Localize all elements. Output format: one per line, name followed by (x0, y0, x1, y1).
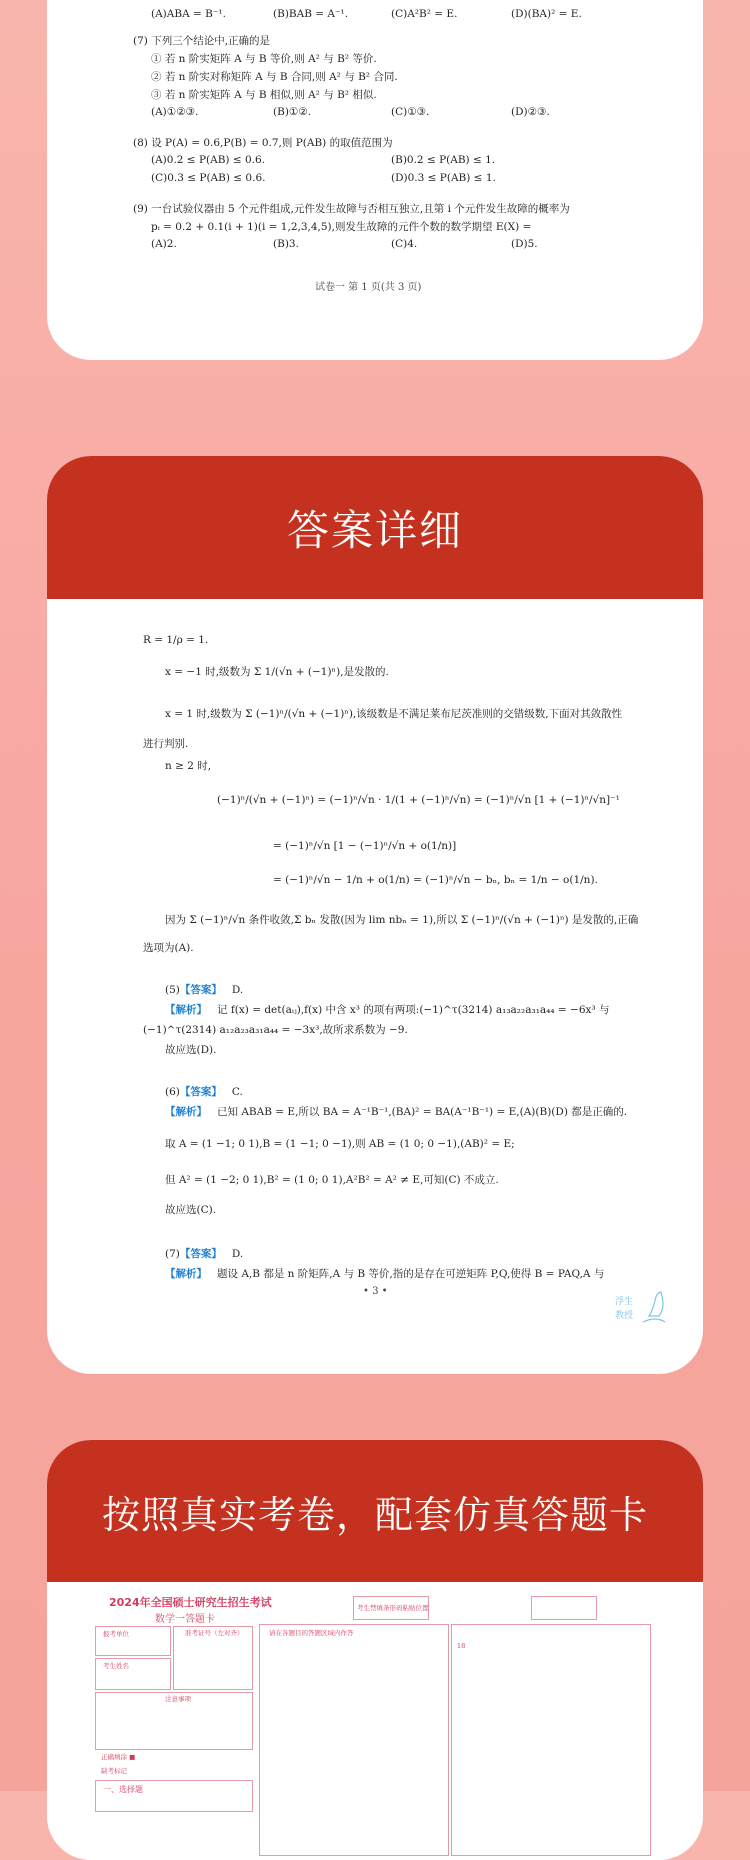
answer-column-1 (259, 1624, 449, 1856)
missing-mark: 缺考标记 (101, 1767, 127, 1775)
q5-analysis-2: (−1)^τ(2314) a₁₂a₂₃a₃₁a₄₄ = −3x³,故所求系数为 −9. (143, 1024, 408, 1036)
q6-answer: C. (231, 1086, 243, 1098)
analysis-tag: 【解析】 (165, 1004, 207, 1016)
q7-analysis-1: 题设 A,B 都是 n 阶矩阵,A 与 B 等价,指的是存在可逆矩阵 P,Q,使得 B = PAQ,A 与 (217, 1268, 605, 1280)
q7-option-b: (B)①②. (273, 106, 312, 118)
q7-answer: D. (231, 1248, 244, 1260)
option-a-top: (A)ABA = B⁻¹. (151, 8, 226, 20)
q7-label: (7) (165, 1248, 180, 1260)
q7-option-d: (D)②③. (511, 106, 550, 118)
page-number: • 3 • (363, 1286, 388, 1297)
answer-line-x-neg: x = −1 时,级数为 Σ 1/(√n + (−1)ⁿ),是发散的. (165, 666, 389, 678)
answer-line-r: R = 1/ρ = 1. (143, 634, 209, 646)
q9-stem-2: pᵢ = 0.2 + 0.1(i + 1)(i = 1,2,3,4,5),则发生故障的元件个数的数学期望 E(X) = (151, 221, 532, 233)
answer-card (47, 456, 703, 1374)
answer-equation-2: = (−1)ⁿ/√n [1 − (−1)ⁿ/√n + o(1/n)] (273, 840, 457, 852)
answer-tag: 【答案】 (179, 984, 222, 996)
watermark-logo-icon (613, 1286, 669, 1328)
q7-statement-3: ③ 若 n 阶实矩阵 A 与 B 相似,则 A² 与 B² 相似. (151, 89, 377, 101)
exam-number-label: 准考证号（左对齐） (185, 1629, 244, 1637)
section1-label: 一、选择题 (103, 1785, 143, 1794)
q9-option-c: (C)4. (391, 238, 418, 250)
answer-equation-3: = (−1)ⁿ/√n − 1/n + o(1/n) = (−1)ⁿ/√n − bₙ, bₙ = 1/n − o(1/n). (273, 874, 598, 886)
q8-option-a: (A)0.2 ≤ P(AB) ≤ 0.6. (151, 154, 266, 166)
option-c-top: (C)A²B² = E. (391, 8, 458, 20)
answer-line-x-pos: x = 1 时,级数为 Σ (−1)ⁿ/(√n + (−1)ⁿ),该级数是不满足莱布尼茨准则的交错级数,下面对其敛散性 (165, 708, 623, 720)
answer-sheet-header: 按照真实考卷，配套仿真答题卡 (47, 1440, 703, 1582)
answer-column-2-number: 18 (457, 1642, 466, 1650)
q6-analysis-2: 取 A = (1 −1; 0 1),B = (1 −1; 0 −1),则 AB = (1 0; 0 −1),(AB)² = E; (165, 1138, 515, 1150)
q6-analysis-3: 但 A² = (1 −2; 0 1),B² = (1 0; 0 1),A²B² = A² ≠ E,可知(C) 不成立. (165, 1174, 499, 1186)
q6-analysis-1: 已知 ABAB = E,所以 BA = A⁻¹B⁻¹,(BA)² = BA(A⁻¹B⁻¹) = E,(A)(B)(D) 都是正确的. (217, 1106, 628, 1118)
q6-answer-row (165, 1084, 243, 1099)
q5-analysis-row (165, 1002, 610, 1017)
notes-label: 注意事项 (165, 1695, 191, 1703)
q9-option-b: (B)3. (273, 238, 299, 250)
q8-option-c: (C)0.3 ≤ P(AB) ≤ 0.6. (151, 172, 266, 184)
q7-statement-1: ① 若 n 阶实矩阵 A 与 B 等价,则 A² 与 B² 等价. (151, 53, 377, 65)
answer-section-header: 答案详细 (47, 456, 703, 599)
answer-line-n: n ≥ 2 时, (165, 760, 212, 772)
q7-stem: (7) 下列三个结论中,正确的是 (133, 35, 271, 47)
answer-line-because: 因为 Σ (−1)ⁿ/√n 条件收敛,Σ bₙ 发散(因为 lim nbₙ = 1),所以 Σ (−1)ⁿ/(√n + (−1)ⁿ) 是发散的,正确 (165, 914, 639, 926)
q9-stem: (9) 一台试验仪器由 5 个元件组成,元件发生故障与否相互独立,且第 i 个元件发生故障的概率为 (133, 203, 570, 215)
sheet-subtitle: 数学一答题卡 (155, 1614, 215, 1625)
answer-line-judge: 进行判别. (143, 738, 189, 750)
answer-column-1-label: 请在各题目的答题区域内作答 (269, 1629, 354, 1637)
answer-tag: 【答案】 (179, 1248, 222, 1260)
q9-option-a: (A)2. (151, 238, 177, 250)
q6-analysis-row (165, 1104, 627, 1119)
watermark-text: 浮生 (615, 1297, 634, 1307)
sheet-title: 2024年全国硕士研究生招生考试 (109, 1596, 272, 1609)
q5-answer-row (165, 982, 243, 997)
option-d-top: (D)(BA)² = E. (511, 8, 582, 20)
q8-stem: (8) 设 P(A) = 0.6,P(B) = 0.7,则 P(AB) 的取值范围为 (133, 137, 393, 149)
barcode-zone-right (531, 1596, 597, 1620)
answer-tag: 【答案】 (179, 1086, 222, 1098)
answer-sheet-preview (47, 1582, 703, 1860)
analysis-tag: 【解析】 (165, 1268, 207, 1280)
q7-answer-row (165, 1246, 243, 1261)
exam-page-card (47, 0, 703, 360)
answer-equation-1: (−1)ⁿ/(√n + (−1)ⁿ) = (−1)ⁿ/√n · 1/(1 + (−1)ⁿ/√n) = (−1)ⁿ/√n [1 + (−1)ⁿ/√n]⁻¹ (217, 794, 620, 806)
q5-conclusion: 故应选(D). (165, 1044, 217, 1056)
name-label: 考生姓名 (103, 1662, 129, 1670)
analysis-tag: 【解析】 (165, 1106, 207, 1118)
q7-statement-2: ② 若 n 阶实对称矩阵 A 与 B 合同,则 A² 与 B² 合同. (151, 71, 398, 83)
q6-label: (6) (165, 1086, 180, 1098)
q7-analysis-row (165, 1266, 604, 1281)
q7-option-c: (C)①③. (391, 106, 430, 118)
unit-label: 报考单位 (103, 1630, 129, 1638)
q5-analysis-1: 记 f(x) = det(aᵢⱼ),f(x) 中含 x³ 的项有两项:(−1)^τ(3214) a₁₃a₂₂a₃₁a₄₄ = −6x³ 与 (217, 1004, 610, 1016)
q6-conclusion: 故应选(C). (165, 1204, 217, 1216)
q8-option-b: (B)0.2 ≤ P(AB) ≤ 1. (391, 154, 496, 166)
answer-line-choice: 选项为(A). (143, 942, 194, 954)
barcode-zone-left-label: 考生禁填条形码粘贴位置 (357, 1604, 429, 1612)
svg-text:教授: 教授 (615, 1311, 634, 1321)
exam-page-footer: 试卷一 第 1 页(共 3 页) (315, 282, 422, 293)
q5-label: (5) (165, 984, 180, 996)
answer-column-2 (451, 1624, 651, 1856)
sample-fill: 正确填涂 ■ (101, 1753, 136, 1761)
q9-option-d: (D)5. (511, 238, 538, 250)
option-b-top: (B)BAB = A⁻¹. (273, 8, 349, 20)
q7-option-a: (A)①②③. (151, 106, 199, 118)
answer-sheet-card (47, 1440, 703, 1860)
q8-option-d: (D)0.3 ≤ P(AB) ≤ 1. (391, 172, 496, 184)
q5-answer: D. (231, 984, 244, 996)
